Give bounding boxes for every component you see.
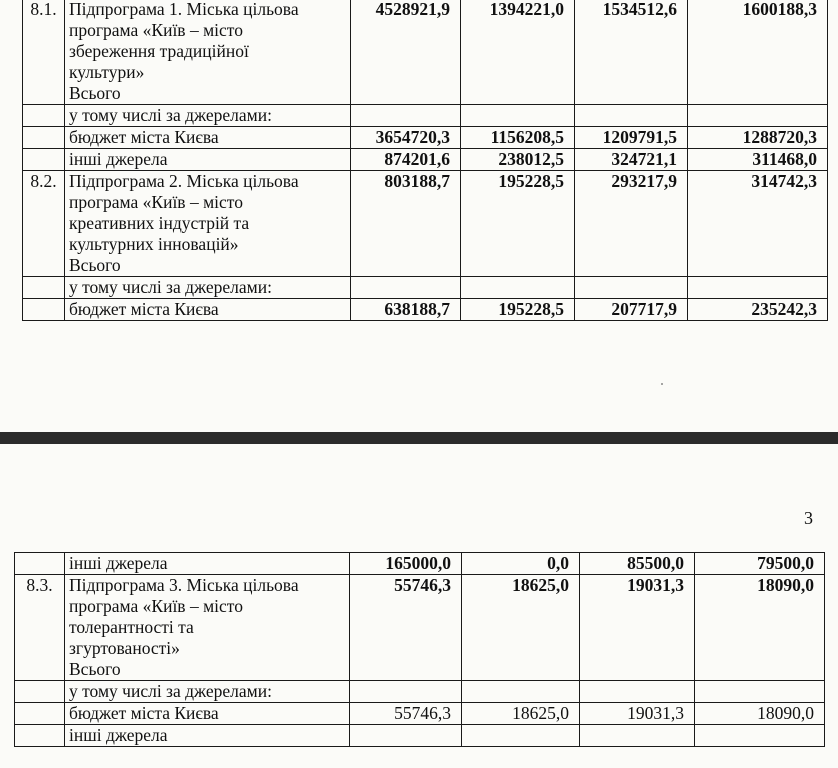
table-row xyxy=(23,0,828,105)
row-label-line: у тому числі за джерелами: xyxy=(69,277,272,297)
row-index xyxy=(15,703,65,725)
value-cell: 195228,5 xyxy=(461,171,575,277)
row-label xyxy=(65,105,351,127)
row-label-line: бюджет міста Києва xyxy=(69,127,219,147)
value-cell xyxy=(350,725,462,747)
table-row xyxy=(23,171,828,277)
row-label xyxy=(65,703,350,725)
value-cell xyxy=(688,277,828,299)
value-cell: 55746,3 xyxy=(350,575,462,681)
value-cell: 19031,3 xyxy=(580,703,695,725)
value-cell xyxy=(688,105,828,127)
row-label xyxy=(65,681,350,703)
row-index xyxy=(23,105,65,127)
value-cell xyxy=(350,681,462,703)
row-label-line: у тому числі за джерелами: xyxy=(69,105,272,125)
row-index xyxy=(15,725,65,747)
value-cell: 874201,6 xyxy=(351,149,461,171)
value-cell: 19031,3 xyxy=(580,575,695,681)
value-cell: 55746,3 xyxy=(350,703,462,725)
value-cell: 195228,5 xyxy=(461,299,575,321)
value-cell xyxy=(580,725,695,747)
value-cell: 1600188,3 xyxy=(688,0,828,105)
value-cell: 293217,9 xyxy=(575,171,688,277)
value-cell: 311468,0 xyxy=(688,149,828,171)
value-cell: 165000,0 xyxy=(350,553,462,575)
row-index xyxy=(23,277,65,299)
row-label xyxy=(65,277,351,299)
value-cell xyxy=(351,277,461,299)
value-cell: 18625,0 xyxy=(462,703,580,725)
row-label-line: толерантності та xyxy=(69,617,194,637)
value-cell xyxy=(695,725,825,747)
row-label-line: Всього xyxy=(69,255,121,275)
row-index xyxy=(15,553,65,575)
value-cell xyxy=(461,105,575,127)
row-label-line: Всього xyxy=(69,83,121,103)
table-row xyxy=(15,703,825,725)
row-label-line: збереження традиційної xyxy=(69,41,249,61)
row-label xyxy=(65,127,351,149)
row-index: 8.3. xyxy=(15,575,65,681)
row-label xyxy=(65,575,350,681)
table-row xyxy=(15,681,825,703)
row-label-line: програма «Київ – місто xyxy=(69,192,243,212)
table-row xyxy=(15,553,825,575)
row-label-line: інші джерела xyxy=(69,553,168,573)
value-cell: 4528921,9 xyxy=(351,0,461,105)
row-label-line: програма «Київ – місто xyxy=(69,20,243,40)
row-label xyxy=(65,149,351,171)
row-label-line: програма «Київ – місто xyxy=(69,596,243,616)
row-label-line: Підпрограма 2. Міська цільова xyxy=(69,171,299,191)
value-cell xyxy=(462,681,580,703)
row-label-line: Всього xyxy=(69,659,121,679)
row-label-line: Підпрограма 3. Міська цільова xyxy=(69,575,299,595)
value-cell xyxy=(461,277,575,299)
row-index xyxy=(23,149,65,171)
row-label-line: інші джерела xyxy=(69,725,168,745)
table-row xyxy=(15,575,825,681)
value-cell: 1156208,5 xyxy=(461,127,575,149)
budget-table-bottom xyxy=(14,552,825,747)
value-cell: 1534512,6 xyxy=(575,0,688,105)
value-cell: 1394221,0 xyxy=(461,0,575,105)
row-label-line: інші джерела xyxy=(69,149,168,169)
value-cell: 1209791,5 xyxy=(575,127,688,149)
row-label xyxy=(65,553,350,575)
value-cell: 3654720,3 xyxy=(351,127,461,149)
value-cell xyxy=(575,105,688,127)
value-cell xyxy=(575,277,688,299)
table-row xyxy=(23,105,828,127)
row-label xyxy=(65,725,350,747)
scan-speck xyxy=(661,383,663,385)
value-cell: 18090,0 xyxy=(695,703,825,725)
value-cell xyxy=(351,105,461,127)
budget-table-top xyxy=(22,0,828,321)
value-cell: 235242,3 xyxy=(688,299,828,321)
value-cell: 79500,0 xyxy=(695,553,825,575)
row-label-line: бюджет міста Києва xyxy=(69,299,219,319)
value-cell xyxy=(462,725,580,747)
row-label xyxy=(65,171,351,277)
value-cell: 324721,1 xyxy=(575,149,688,171)
table-row xyxy=(23,127,828,149)
row-index: 8.2. xyxy=(23,171,65,277)
table-row xyxy=(15,725,825,747)
value-cell: 0,0 xyxy=(462,553,580,575)
row-label-line: культури» xyxy=(69,62,145,82)
value-cell: 85500,0 xyxy=(580,553,695,575)
value-cell: 207717,9 xyxy=(575,299,688,321)
table-row xyxy=(23,299,828,321)
row-label-line: бюджет міста Києва xyxy=(69,703,219,723)
table-row xyxy=(23,277,828,299)
value-cell: 638188,7 xyxy=(351,299,461,321)
table-row xyxy=(23,149,828,171)
value-cell xyxy=(580,681,695,703)
row-index: 8.1. xyxy=(23,0,65,105)
scan-bottom xyxy=(0,444,838,768)
value-cell: 18090,0 xyxy=(695,575,825,681)
row-label-line: культурних інновацій» xyxy=(69,234,239,254)
value-cell xyxy=(695,681,825,703)
page-number: 3 xyxy=(804,508,813,528)
row-label xyxy=(65,0,351,105)
row-label-line: згуртованості» xyxy=(69,638,180,658)
row-label-line: креативних індустрій та xyxy=(69,213,250,233)
row-label-line: у тому числі за джерелами: xyxy=(69,681,272,701)
page-divider xyxy=(0,432,838,444)
row-index xyxy=(23,127,65,149)
value-cell: 18625,0 xyxy=(462,575,580,681)
value-cell: 314742,3 xyxy=(688,171,828,277)
row-label xyxy=(65,299,351,321)
value-cell: 238012,5 xyxy=(461,149,575,171)
value-cell: 803188,7 xyxy=(351,171,461,277)
row-index xyxy=(15,681,65,703)
value-cell: 1288720,3 xyxy=(688,127,828,149)
row-index xyxy=(23,299,65,321)
row-label-line: Підпрограма 1. Міська цільова xyxy=(69,0,299,19)
